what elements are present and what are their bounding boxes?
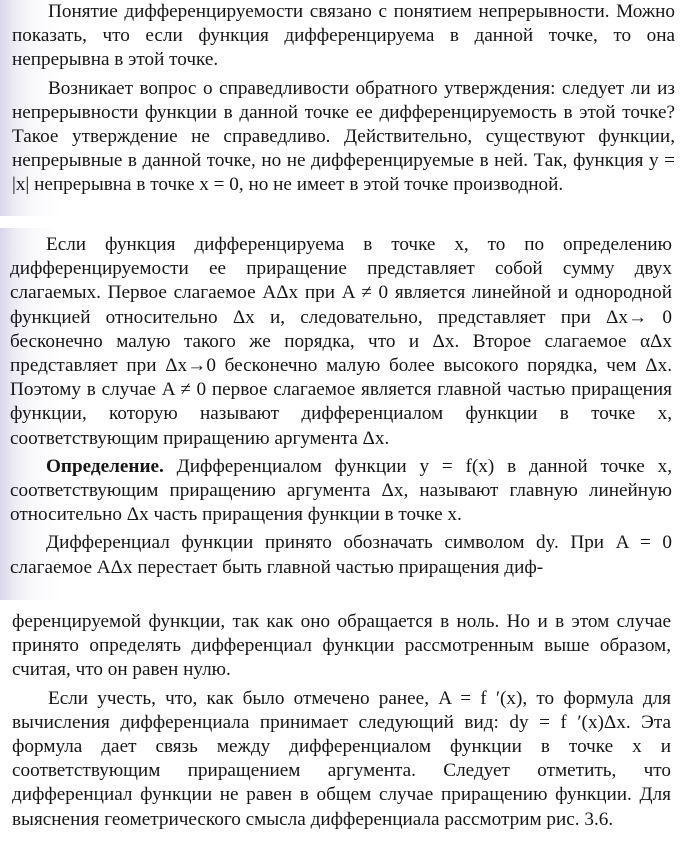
- paragraph-converse: Возникает вопрос о справедливости обратного утверждения: следует ли из непрерывности функции в данной точке ее дифференцируемость в этой точке? Такое утверждение не справедливо. Действительно, существуют функции, непрерывные в данной точке, но не дифференцируемые в ней. Так, функция y = |x| непрерывна в точке x = 0, но не имеет в этой точке производной.: [12, 77, 675, 196]
- paragraph-formula: Если учесть, что, как было отмечено ранее, A = f ′(x), то формула для вычисления дифференциала принимает следующий вид: dy = f ′(x)Δx. Эта формула дает связь между дифференциалом функции в точке x и соответствующим приращением аргумента. Следует отметить, что дифференциал функции не равен в общем случае приращению функции. Для выяснения геометрического смысла дифференциала рассмотрим рис. 3.6.: [12, 687, 671, 830]
- definition-label: Определение.: [46, 455, 164, 477]
- paragraph-continuity: Понятие дифференцируемости связано с понятием непрерывности. Можно показать, что если функция дифференцируема в данной точке, то она непрерывна в этой точке.: [12, 1, 675, 71]
- text-block-continuity: [0, 0, 681, 216]
- definition-paragraph: [10, 455, 672, 528]
- paragraph-notation: Дифференциал функции принято обозначать символом dy. При A = 0 слагаемое AΔx перестает быть главной частью приращения диф-: [10, 532, 672, 578]
- definition-text: Дифференциалом функции y = f(x) в данной точке x, соответствующим приращению аргумента Δx, называют главную линейную относительно Δx часть приращения функции в точке x.: [10, 455, 672, 526]
- paragraph-zero-case: ференцируемой функции, так как оно обращается в ноль. Но и в этом случае принято определять дифференциал функции рассмотренным выше образом, считая, что он равен нулю.: [12, 611, 671, 681]
- text-block-formula: [0, 608, 681, 850]
- paragraph-increment: Если функция дифференцируема в точке x, то по определению дифференцируемости ее приращение представляет собой сумму двух слагаемых. Первое слагаемое AΔx при A ≠ 0 является линейной и однородной функцией относительно Δx и, следовательно, представляет при Δx→ 0 бесконечно малую такого же порядка, что и Δx. Второе слагаемое αΔx представляет при Δx→0 бесконечно малую более высокого порядка, чем Δx. Поэтому в случае A ≠ 0 первое слагаемое является главной частью приращения функции, которую называют дифференциалом функции в точке x, соответствующим приращению аргумента Δx.: [10, 234, 672, 449]
- text-block-differential: [0, 228, 681, 600]
